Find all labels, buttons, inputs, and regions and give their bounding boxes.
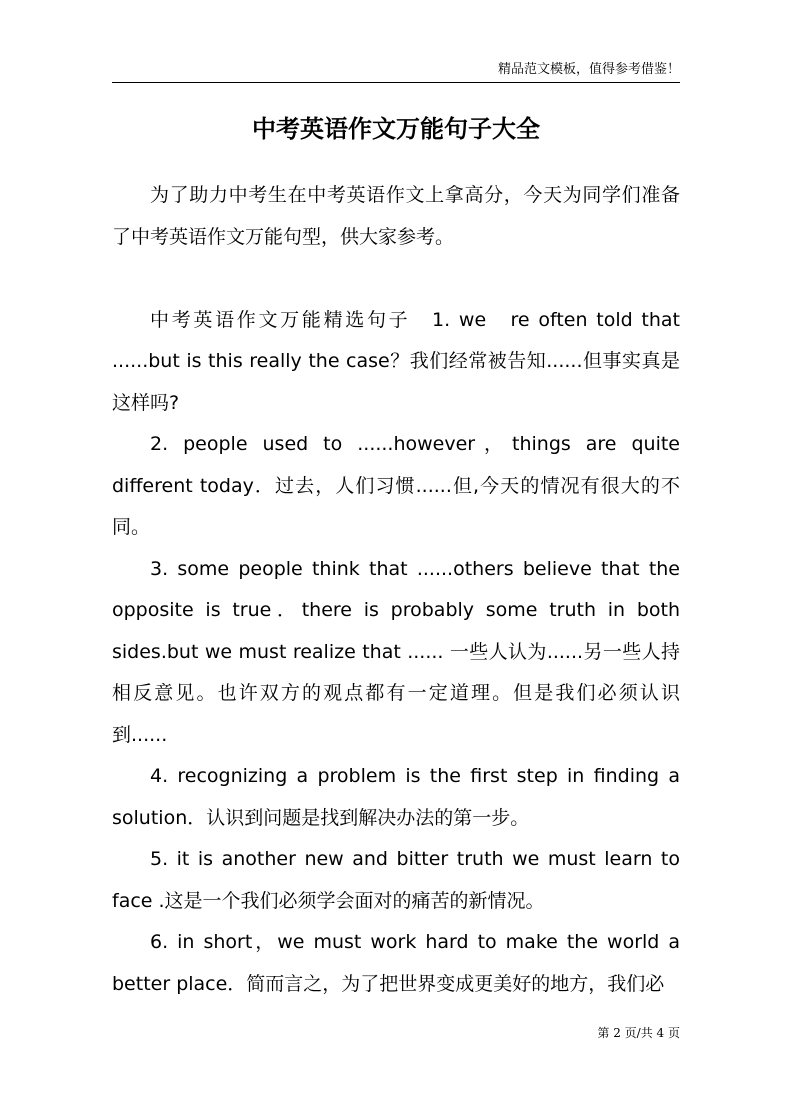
page-number: 第 2 页/共 4 页 bbox=[597, 1026, 680, 1040]
intro-paragraph: 为了助力中考生在中考英语作文上拿高分，今天为同学们准备了中考英语作文万能句型，供大家参考。 bbox=[112, 184, 680, 248]
page-header bbox=[112, 58, 680, 83]
sentence-paragraph-2: 2. people used to ......however，things are quite different today．过去，人们习惯......但,今天的情况有很大的不同。 bbox=[112, 433, 680, 538]
sentence-paragraph-1: 中考英语作文万能精选句子 1. we re often told that ......but is this really the case？我们经常被告知......但事实真是这样吗? bbox=[112, 308, 680, 414]
document-body bbox=[112, 175, 680, 1005]
sentence-paragraph-3: 3. some people think that ......others believe that the opposite is true．there is probably some truth in both sides.but we must realize that ...... 一些人认为......另一些人持相反意见。也许双方的观点都有一定道理。但是我们必须认识到...... bbox=[112, 557, 680, 746]
paragraph-spacer bbox=[112, 258, 680, 300]
header-text: 精品范文模板，值得参考借鉴！ bbox=[497, 62, 680, 77]
document-title: 中考英语作文万能句子大全 bbox=[252, 115, 540, 143]
sentence-paragraph-5: 5. it is another new and bitter truth we must learn to face .这是一个我们必须学会面对的痛苦的新情况。 bbox=[112, 848, 680, 912]
sentence-paragraph-4: 4. recognizing a problem is the first step in finding a solution．认识到问题是找到解决办法的第一步。 bbox=[112, 765, 680, 829]
sentence-paragraph-6: 6. in short，we must work hard to make the world a better place．简而言之，为了把世界变成更美好的地方，我们必 bbox=[112, 931, 680, 995]
